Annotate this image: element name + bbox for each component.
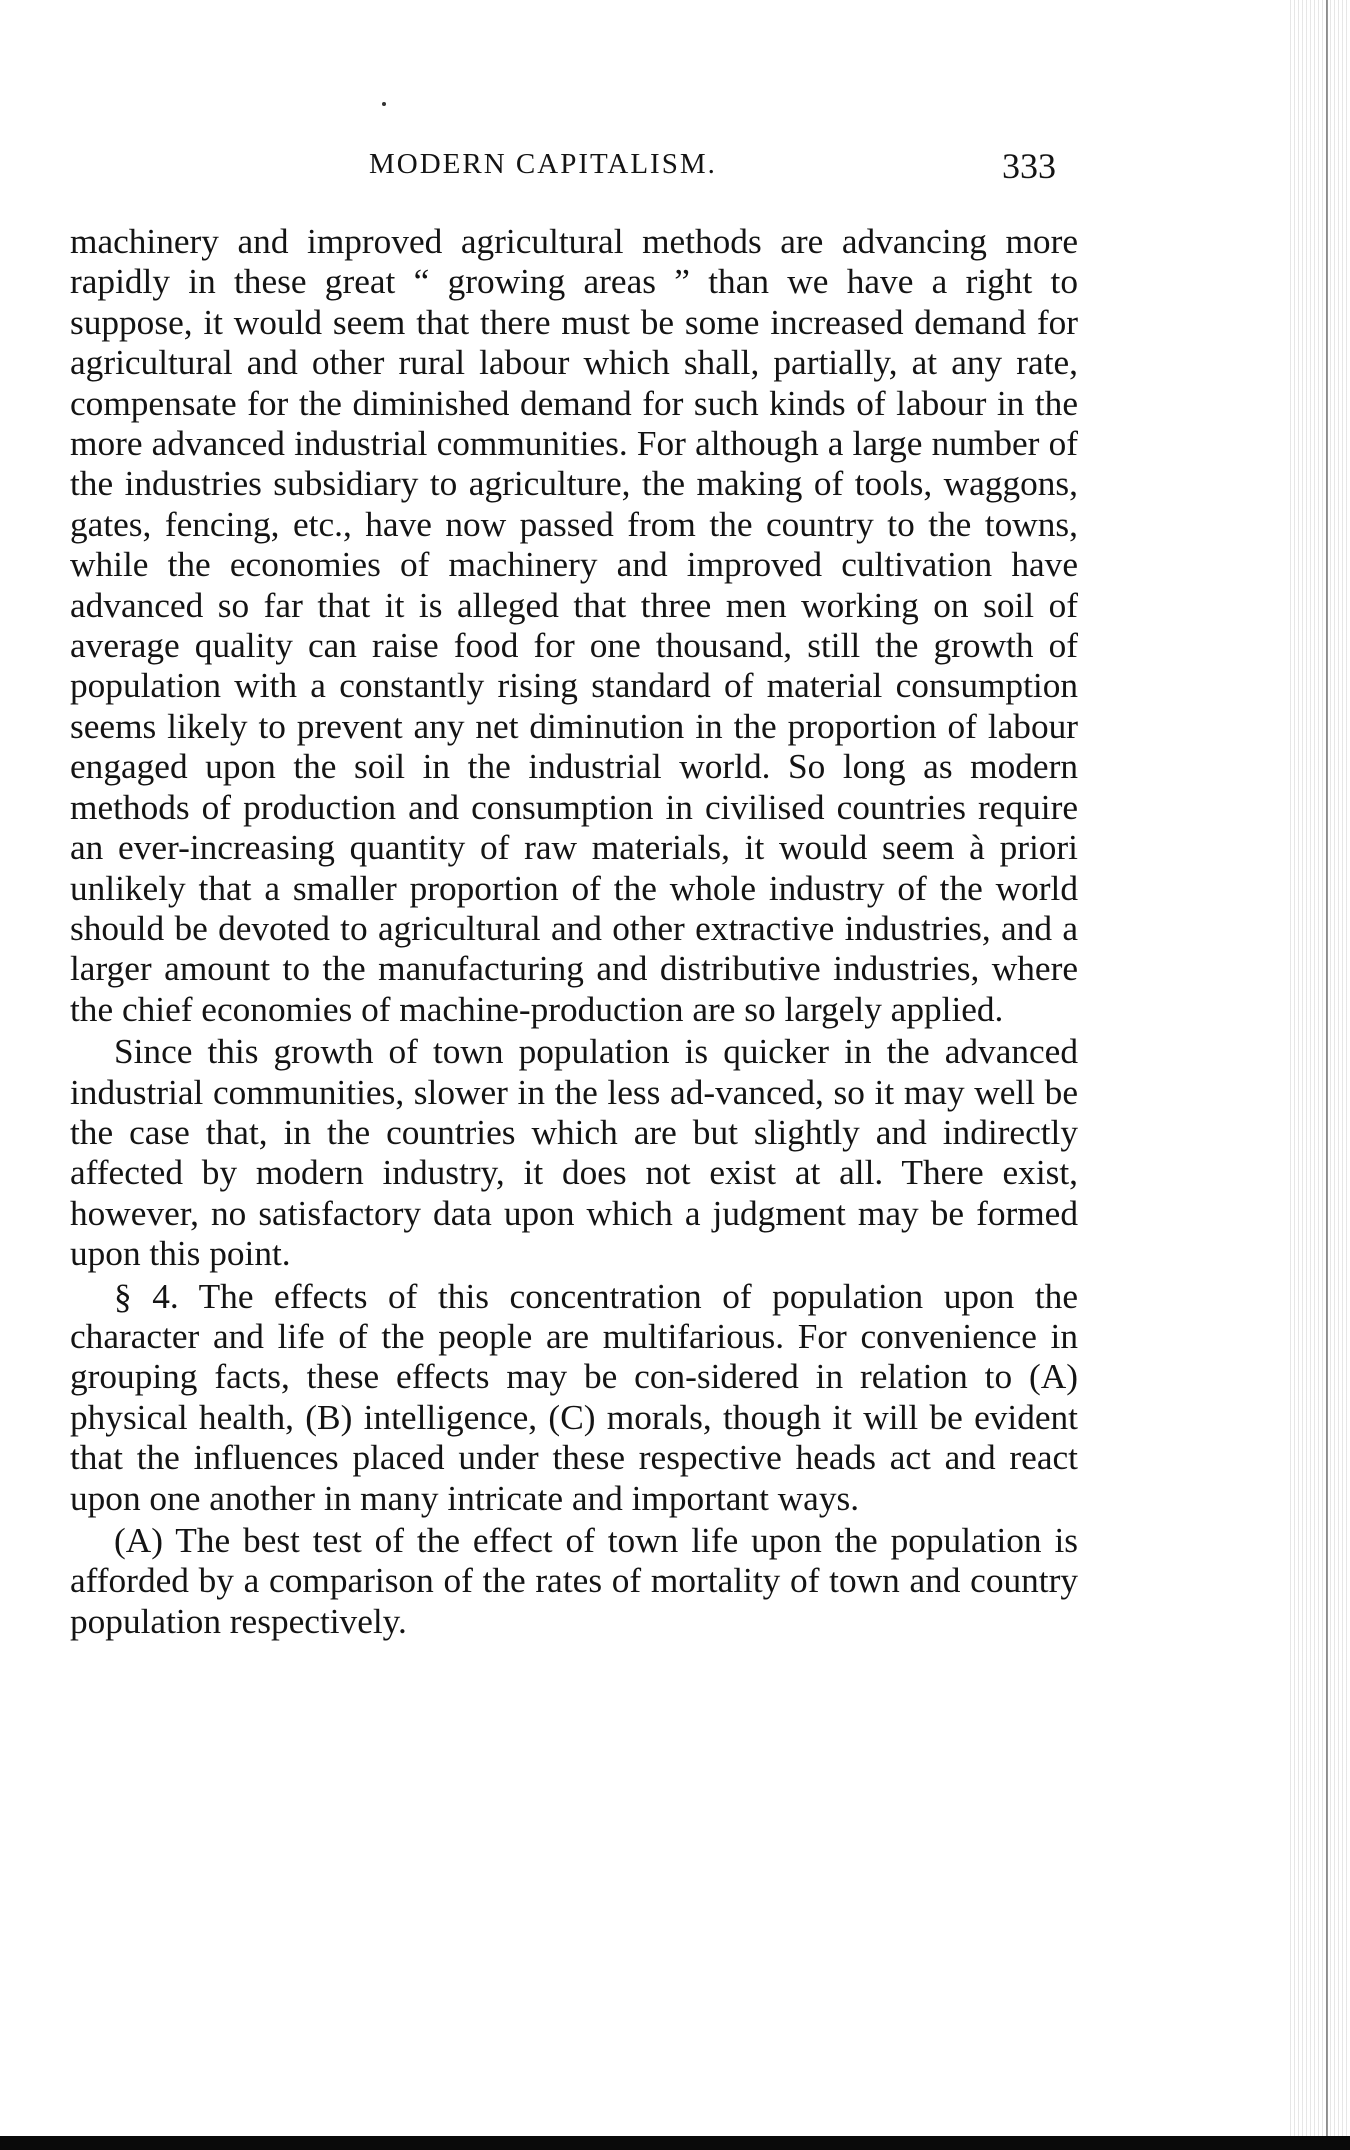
paragraph-4: (A) The best test of the effect of town life upon the population is afforded by a comparison of the rates of mortality of town and country population respectively. (70, 1521, 1078, 1641)
body-text (70, 222, 1078, 1642)
page-edge-line (1326, 0, 1328, 2150)
paragraph-2: Since this growth of town population is quicker in the advanced industrial communities, slower in the less ad-vanced, so it may well be the case that, in the countries which are but slightly and indirectly affected by modern industry, it does not exist at all. There exist, however, no satisfactory data upon which a judgment may be formed upon this point. (70, 1032, 1078, 1274)
page-edge-shadow (1290, 0, 1350, 2150)
print-speck (382, 102, 386, 106)
running-head: MODERN CAPITALISM. (369, 148, 717, 180)
scan-bottom-border (0, 2136, 1350, 2150)
page-number: 333 (1002, 146, 1056, 186)
paragraph-1: machinery and improved agricultural methods are advancing more rapidly in these great “ growing areas ” than we have a right to suppose, it would seem that there must be some increased demand for agricultural and other rural labour which shall, partially, at any rate, compensate for the diminished demand for such kinds of labour in the more advanced industrial communities. For although a large number of the industries subsidiary to agriculture, the making of tools, waggons, gates, fencing, etc., have now passed from the country to the towns, while the economies of machinery and improved cultivation have advanced so far that it is alleged that three men working on soil of average quality can raise food for one thousand, still the growth of population with a constantly rising standard of material consumption seems likely to prevent any net diminution in the proportion of labour engaged upon the soil in the industrial world. So long as modern methods of production and consumption in civilised countries require an ever-increasing quantity of raw materials, it would seem à priori unlikely that a smaller proportion of the whole industry of the world should be devoted to agricultural and other extractive industries, and a larger amount to the manufacturing and distributive industries, where the chief economies of machine-production are so largely applied. (70, 222, 1078, 1029)
paragraph-3: § 4. The effects of this concentration of population upon the character and life of the people are multifarious. For convenience in grouping facts, these effects may be con-sidered in relation to (A) physical health, (B) intelligence, (C) morals, though it will be evident that the influences placed under these respective heads act and react upon one another in many intricate and important ways. (70, 1276, 1078, 1518)
